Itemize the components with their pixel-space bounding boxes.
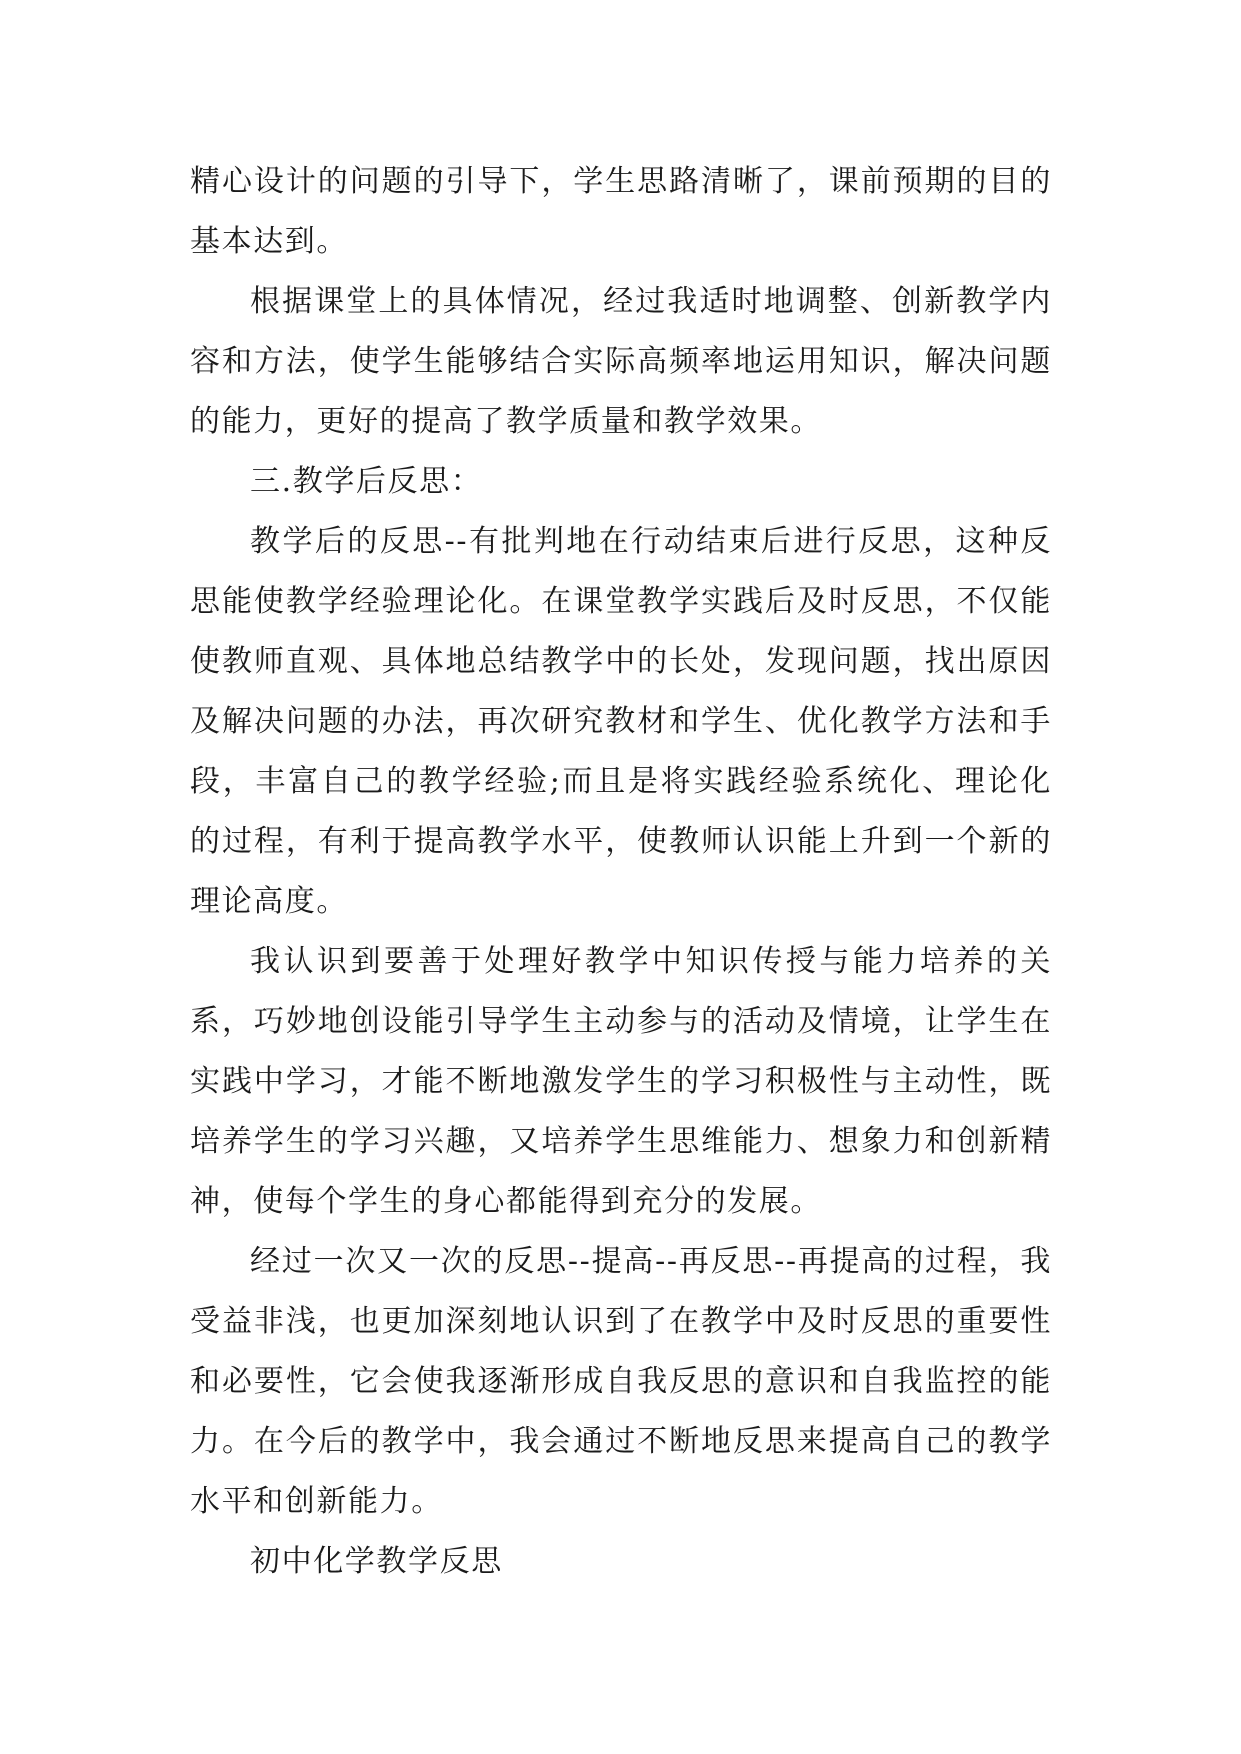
paragraph-repeated-reflection: 经过一次又一次的反思--提高--再反思--再提高的过程，我受益非浅，也更加深刻地认识到了在教学中及时反思的重要性和必要性，它会使我逐渐形成自我反思的意识和自我监控的能力。在今后的教学中，我会通过不断地反思来提高自己的教学水平和创新能力。 xyxy=(190,1244,1052,1519)
paragraph-knowledge-and-ability: 我认识到要善于处理好教学中知识传授与能力培养的关系，巧妙地创设能引导学生主动参与的活动及情境，让学生在实践中学习，才能不断地激发学生的学习积极性与主动性，既培养学生的学习兴趣，又培养学生思维能力、想象力和创新精神，使每个学生的身心都能得到充分的发展。 xyxy=(190,944,1052,1219)
paragraph-adjustment: 根据课堂上的具体情况，经过我适时地调整、创新教学内容和方法，使学生能够结合实际高频率地运用知识，解决问题的能力，更好的提高了教学质量和教学效果。 xyxy=(190,284,1052,439)
section-heading: 三.教学后反思： xyxy=(250,464,483,499)
paragraph-post-teaching-reflection: 教学后的反思--有批判地在行动结束后进行反思，这种反思能使教学经验理论化。在课堂教学实践后及时反思，不仅能使教师直观、具体地总结教学中的长处，发现问题，找出原因及解决问题的办法，再次研究教材和学生、优化教学方法和手段，丰富自己的教学经验;而且是将实践经验系统化、理论化的过程，有利于提高教学水平，使教师认识能上升到一个新的理论高度。 xyxy=(190,524,1052,919)
paragraph-continuation: 精心设计的问题的引导下，学生思路清晰了，课前预期的目的基本达到。 xyxy=(190,164,1052,259)
document-body xyxy=(190,152,1052,1592)
next-section-title: 初中化学教学反思 xyxy=(250,1544,503,1579)
